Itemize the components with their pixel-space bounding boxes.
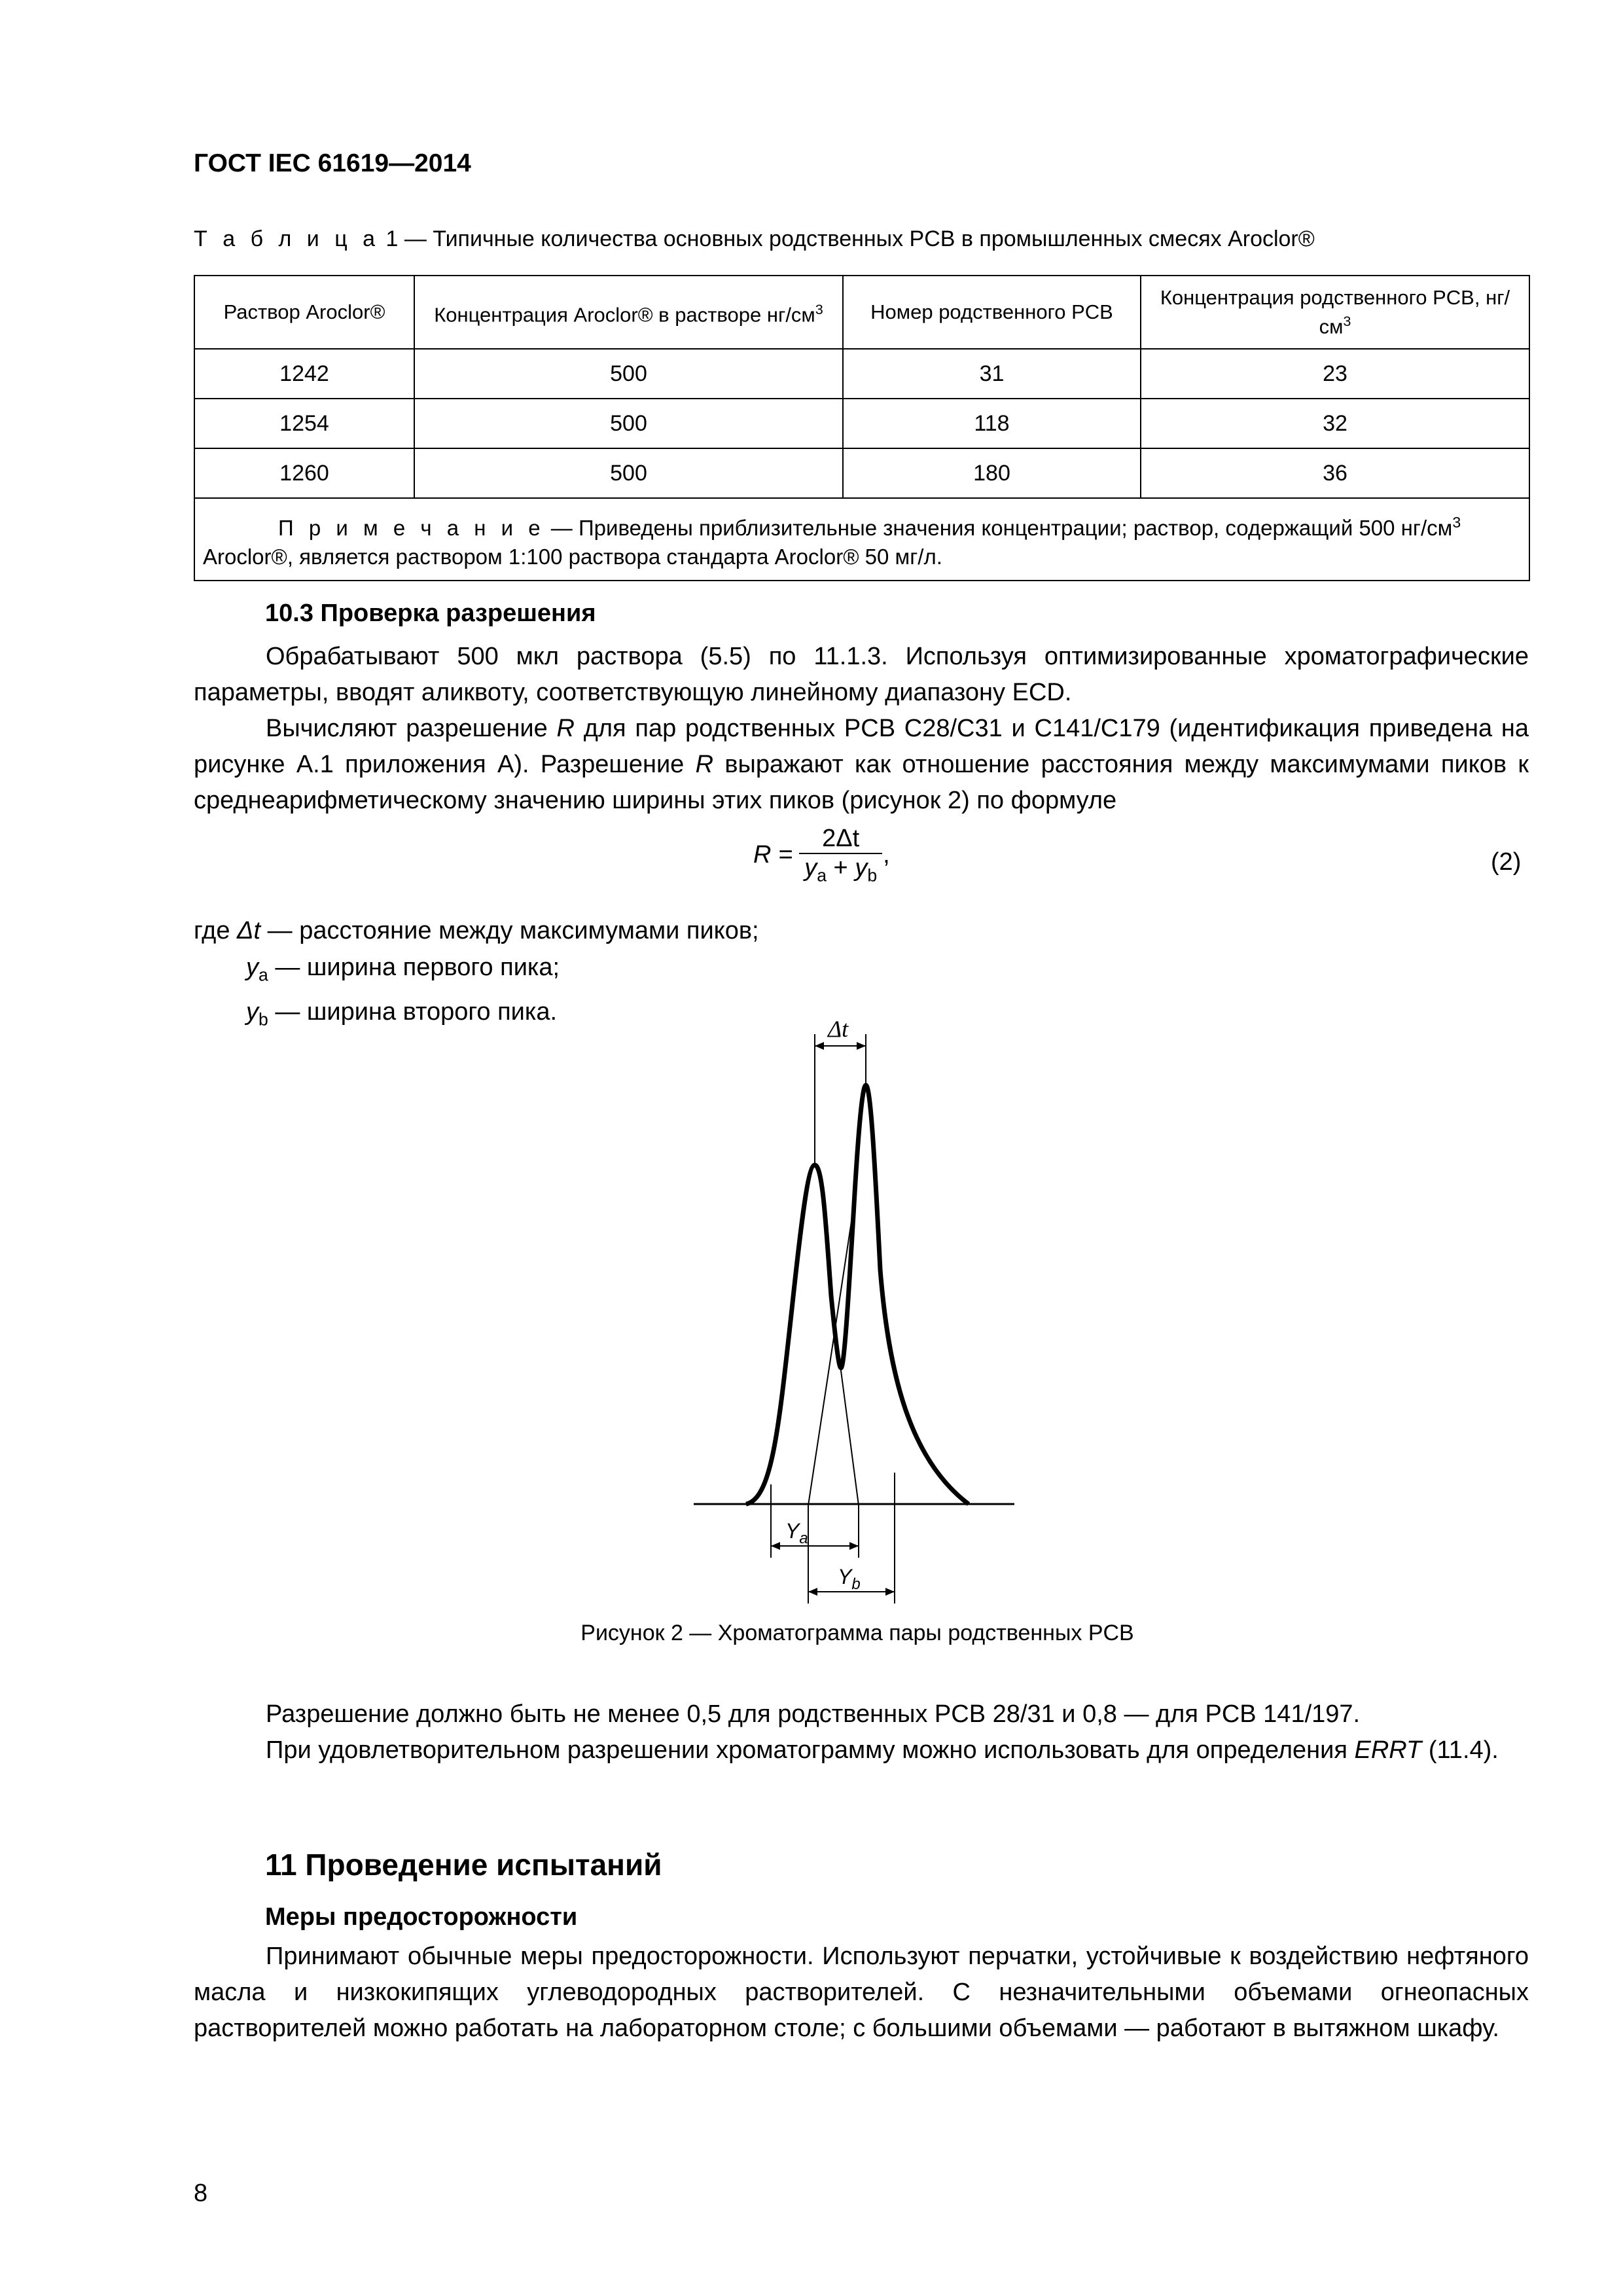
tangent-line: [808, 1204, 854, 1505]
paragraph: При удовлетворительном разрешении хроматограмму можно использовать для определения ERRT (11.4).: [266, 1736, 1499, 1764]
table-cell: 1254: [194, 399, 414, 448]
table-note: П р и м е ч а н и е — Приведены приблизительные значения концентрации; раствор, содержащий 500 $нг/см^3$ Aroclor®, является раствором 1:100 раствора стандарта Aroclor® 50 мг/л.: [194, 498, 1529, 581]
formula-denominator: $y_a + y_b$: [804, 854, 878, 886]
table-row: [194, 399, 1529, 448]
table-cell: 32: [1141, 399, 1529, 448]
table-row: [194, 349, 1529, 399]
table-cell: 500: [414, 349, 843, 399]
table-caption-prefix: Т а б л и ц а: [194, 226, 380, 251]
subsection-title: Меры предосторожности: [265, 1903, 578, 1931]
table-cell: 118: [843, 399, 1141, 448]
page-number: 8: [194, 2179, 208, 2207]
section-11-body: [194, 1939, 1529, 2047]
table-caption: [194, 226, 1315, 252]
table-cell: 23: [1141, 349, 1529, 399]
section-title-11: 11 Проведение испытаний: [265, 1848, 662, 1882]
table-cell: 180: [843, 448, 1141, 498]
table-header-row: [194, 276, 1529, 349]
table-cell: 500: [414, 399, 843, 448]
table-cell: 1260: [194, 448, 414, 498]
table-row: [194, 448, 1529, 498]
table-cell: 31: [843, 349, 1141, 399]
table-cell: 500: [414, 448, 843, 498]
table-cell: 1242: [194, 349, 414, 399]
section-title-10-3: 10.3 Проверка разрешения: [265, 600, 596, 627]
after-figure-body: [194, 1696, 1529, 1768]
section-10-3-body: [194, 639, 1529, 819]
col-header: Номер родственного PCB: [843, 276, 1141, 349]
formula-numerator: 2Δt: [799, 825, 882, 853]
figure-caption: Рисунок 2 — Хроматограмма пары родственных PCB: [580, 1621, 1134, 1645]
table-cell: 36: [1141, 448, 1529, 498]
col-header: Раствор Aroclor®: [194, 276, 414, 349]
col-header: Концентрация Aroclor® в растворе $нг/см^3$: [414, 276, 843, 349]
pcb-table: [194, 275, 1530, 581]
paragraph: Разрешение должно быть не менее 0,5 для родственных PCB 28/31 и 0,8 — для PCB 141/197.: [266, 1700, 1361, 1728]
col-header: Концентрация родственного PCB, $нг/см^3$: [1141, 276, 1529, 349]
paragraph: Вычисляют разрешение R для пар родственных PCB C28/C31 и C141/C179 (идентификация приведена на рисунке А.1 приложения А). Разрешение R выражают как отношение расстояния между максимумами пиков к среднеарифметическому значению ширины этих пиков (рисунок 2) по формуле: [194, 715, 1529, 814]
paragraph: Принимают обычные меры предосторожности. Используют перчатки, устойчивые к воздействию нефтяного масла и низкокипящих углеводородных растворителей. С незначительными объемами огнеопасных растворителей можно работать на лабораторном столе; с большими объемами — работают в вытяжном шкафу.: [194, 1943, 1529, 2042]
definition-row: $y_a$ — ширина первого пика;: [246, 954, 560, 985]
document-header: ГОСТ IEC 61619—2014: [194, 149, 471, 177]
yb-label: $Y_b$: [838, 1565, 861, 1593]
chromatogram-curve: [746, 1085, 969, 1504]
delta-t-label: Δt: [828, 1016, 849, 1042]
formula-definitions: [194, 912, 759, 1037]
table-note-row: [194, 498, 1529, 581]
paragraph: Обрабатывают 500 мкл раствора (5.5) по 11.1.3. Используя оптимизированные хроматографические параметры, вводят аликвоту, соответствующую линейному диапазону ECD.: [194, 643, 1529, 706]
table-caption-text: 1 — Типичные количества основных родственных PCB в промышленных смесях Aroclor®: [380, 226, 1315, 251]
ya-label: $Y_a$: [785, 1519, 808, 1547]
definition-row: $y_b$ — ширина второго пика.: [246, 997, 558, 1030]
resolution-formula: R = 2Δt , $y_a + y_b$: [753, 825, 890, 886]
equation-number: (2): [1491, 848, 1522, 876]
chromatogram-figure: [694, 1008, 1060, 1610]
definition-row: где Δt — расстояние между максимумами пиков;: [194, 917, 759, 944]
